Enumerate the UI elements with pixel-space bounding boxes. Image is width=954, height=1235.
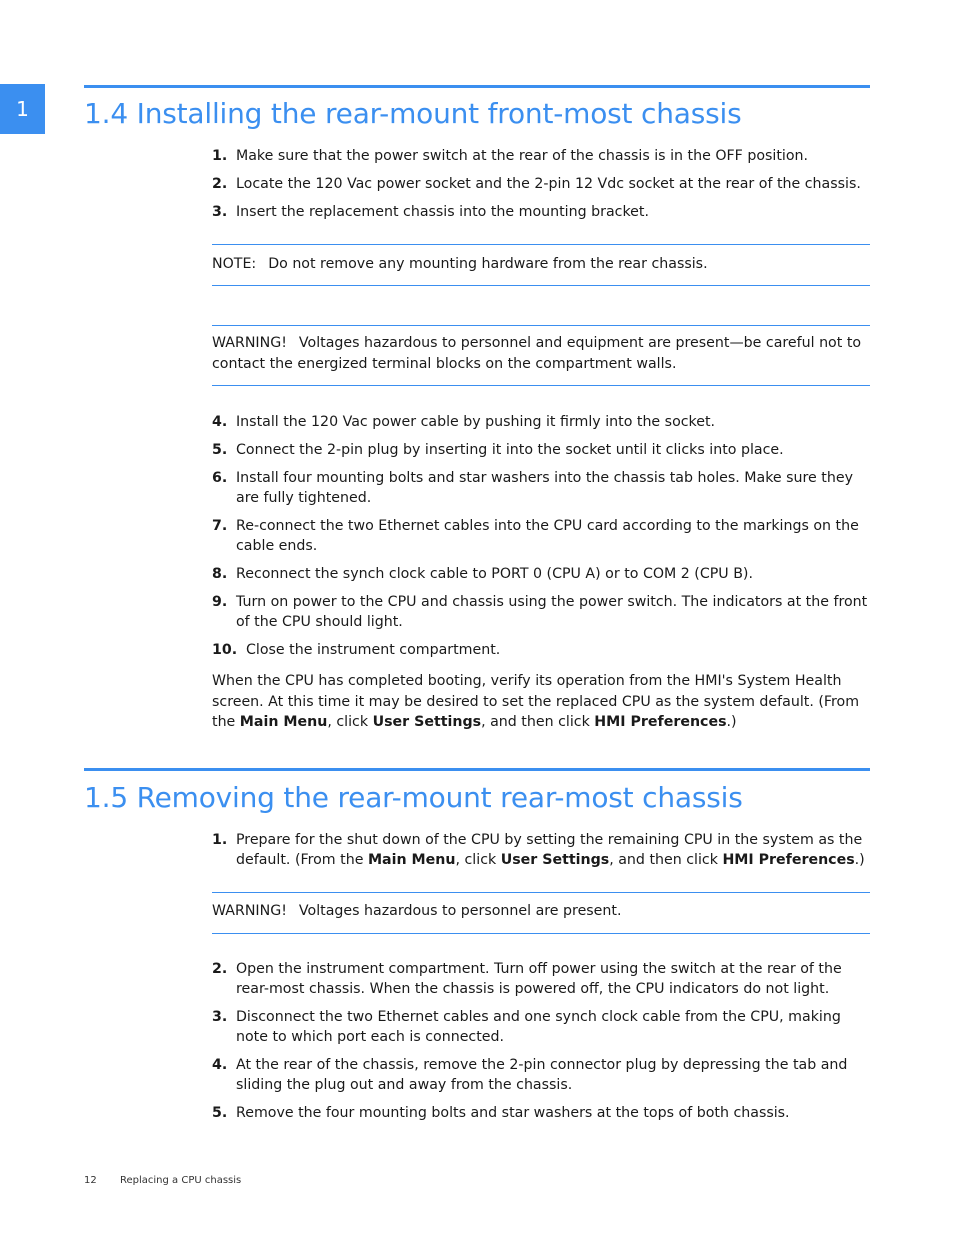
list-item: 1. Prepare for the shut down of the CPU by setting the remaining CPU in the system as the default. (From the Main Menu, click User Settings, and then click HMI Preferences.) <box>212 832 865 868</box>
list-item: 2. Locate the 120 Vac power socket and the 2-pin 12 Vdc socket at the rear of the chassis. <box>212 176 861 192</box>
warning-text: Voltages hazardous to personnel and equipment are present—be careful not to contact the energized terminal blocks on the compartment walls. <box>212 335 862 372</box>
warning-box <box>212 325 870 386</box>
footer-title: Replacing a CPU chassis <box>120 1175 242 1186</box>
chapter-tab: 1 <box>0 84 45 134</box>
list-item: 4. Install the 120 Vac power cable by pushing it firmly into the socket. <box>212 414 716 430</box>
note-box <box>212 244 870 286</box>
note-text: Do not remove any mounting hardware from the rear chassis. <box>268 256 708 272</box>
step-list <box>212 959 872 1131</box>
warning-label: WARNING! <box>212 335 287 351</box>
list-item: 5. Connect the 2-pin plug by inserting it into the socket until it clicks into place. <box>212 442 784 458</box>
section-rule <box>84 768 870 771</box>
step-list <box>212 146 872 230</box>
list-item: 4. At the rear of the chassis, remove the 2-pin connector plug by depressing the tab and sliding the plug out and away from the chassis. <box>212 1057 848 1093</box>
list-item: 3. Insert the replacement chassis into the mounting bracket. <box>212 204 649 220</box>
note-label: NOTE: <box>212 256 257 272</box>
list-item: 9. Turn on power to the CPU and chassis using the power switch. The indicators at the front of the CPU should light. <box>212 594 868 630</box>
list-item: 1. Make sure that the power switch at the rear of the chassis is in the OFF position. <box>212 148 809 164</box>
list-item: 3. Disconnect the two Ethernet cables and one synch clock cable from the CPU, making note to which port each is connected. <box>212 1009 841 1045</box>
closing-paragraph: When the CPU has completed booting, verify its operation from the HMI's System Health screen. At this time it may be desired to set the replaced CPU as the system default. (From the Main Menu, click User Settings, and then click HMI Preferences.) <box>212 673 860 730</box>
warning-label: WARNING! <box>212 903 287 919</box>
warning-text: Voltages hazardous to personnel are present. <box>298 903 622 919</box>
list-item: 5. Remove the four mounting bolts and star washers at the tops of both chassis. <box>212 1105 790 1121</box>
step-list <box>212 830 872 878</box>
section-rule <box>84 85 870 88</box>
list-item: 10. Close the instrument compartment. <box>212 642 501 658</box>
list-item: 6. Install four mounting bolts and star washers into the chassis tab holes. Make sure they are fully tightened. <box>212 470 853 506</box>
list-item: 8. Reconnect the synch clock cable to PORT 0 (CPU A) or to COM 2 (CPU B). <box>212 566 753 582</box>
list-item: 2. Open the instrument compartment. Turn off power using the switch at the rear of the rear-most chassis. When the chassis is powered off, the CPU indicators do not light. <box>212 961 842 997</box>
section-title-1-4: 1.4 Installing the rear-mount front-most chassis <box>84 97 742 130</box>
step-list <box>212 412 872 668</box>
warning-box <box>212 892 870 934</box>
page-footer <box>84 1175 241 1186</box>
section-title-1-5: 1.5 Removing the rear-mount rear-most chassis <box>84 781 743 814</box>
page-number: 12 <box>84 1175 97 1186</box>
list-item: 7. Re-connect the two Ethernet cables into the CPU card according to the markings on the cable ends. <box>212 518 859 554</box>
